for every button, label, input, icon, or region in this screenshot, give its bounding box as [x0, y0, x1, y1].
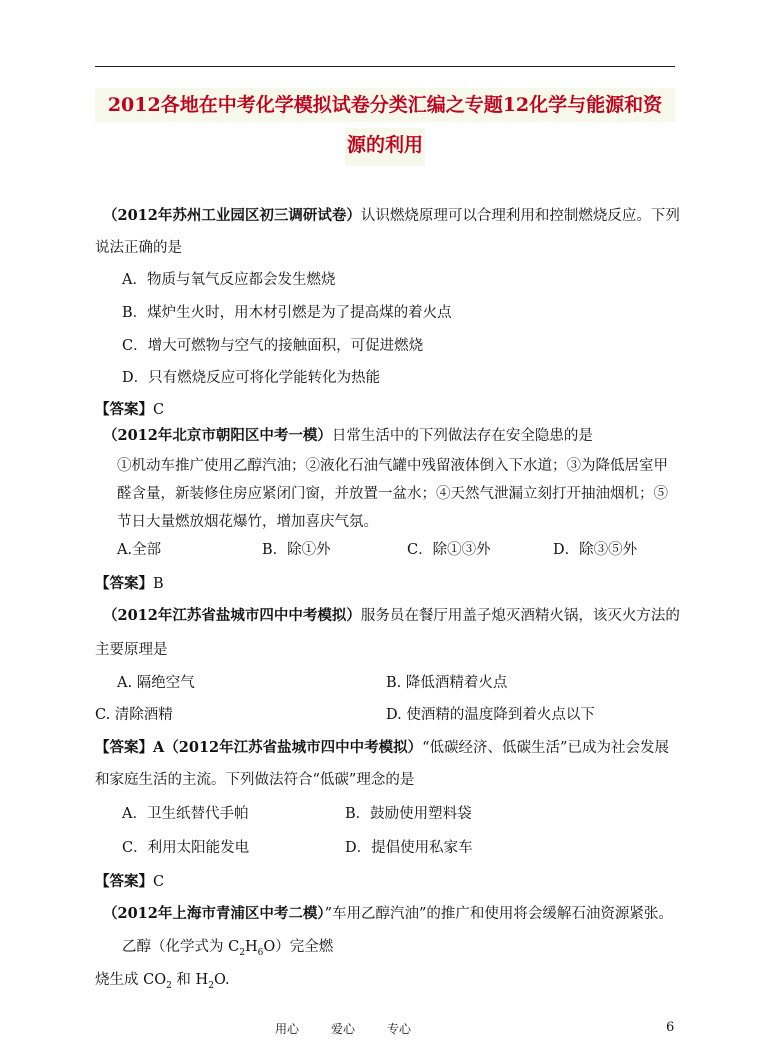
question-2-body-line: 醛含量，新装修住房应紧闭门窗，并放置一盆水；④天然气泄漏立刻打开抽油烟机；⑤ [117, 486, 668, 502]
question-3-answer: 【答案】A（2012年江苏省盐城市四中中考模拟）“低碳经济、低碳生活”已成为社会发展 [95, 739, 669, 756]
question-2-stem: （2012年北京市朝阳区中考一模）日常生活中的下列做法存在安全隐患的是 [103, 427, 593, 444]
document-title-continued: 源的利用 [345, 128, 425, 166]
question-4-answer: 【答案】C [95, 873, 165, 890]
question-1-source: （2012年苏州工业园区初三调研试卷） [103, 207, 361, 224]
page-number: 6 [666, 1020, 675, 1035]
question-3-source: （2012年江苏省盐城市四中中考模拟） [103, 607, 361, 624]
question-5-line-2: 乙醇（化学式为 $C_2H_6O$）完全燃 [122, 939, 334, 958]
question-1-stem: （2012年苏州工业园区初三调研试卷）认识燃烧原理可以合理利用和控制燃烧反应。下列 [103, 207, 680, 224]
question-4-option-a: A．卫生纸替代手帕 [122, 806, 249, 822]
question-1-option-a: A．物质与氧气反应都会发生燃烧 [122, 272, 336, 288]
footer-item: 爱心 [331, 1022, 356, 1036]
question-4-option-c: C．利用太阳能发电 [122, 840, 250, 856]
page-footer [275, 1020, 443, 1037]
question-2-option-a: A.全部 [117, 542, 162, 558]
document-title: 2012各地在中考化学模拟试卷分类汇编之专题12化学与能源和资 [95, 88, 675, 122]
question-3-option-c: C. 清除酒精 [95, 707, 173, 723]
question-3-option-d: D. 使酒精的温度降到着火点以下 [386, 707, 595, 723]
footer-item: 专心 [387, 1022, 412, 1036]
question-4-stem: “低碳经济、低碳生活”已成为社会发展 [422, 740, 669, 756]
question-1-option-d: D．只有燃烧反应可将化学能转化为热能 [122, 370, 381, 386]
question-5-line-3: 烧生成 $CO_2$ 和 $H_2O$. [95, 972, 230, 991]
question-5-source: （2012年上海市青浦区中考二模） [103, 905, 325, 922]
question-2-answer: 【答案】B [95, 575, 164, 592]
question-1-option-c: C．增大可燃物与空气的接触面积，可促进燃烧 [122, 338, 424, 354]
question-3-stem: （2012年江苏省盐城市四中中考模拟）服务员在餐厅用盖子熄灭酒精火锅，该灭火方法的 [103, 607, 680, 624]
question-4-option-d: D．提倡使用私家车 [345, 840, 473, 856]
question-4-option-b: B．鼓励使用塑料袋 [345, 806, 472, 822]
question-1-answer: 【答案】C [95, 401, 165, 418]
question-4-source: （2012年江苏省盐城市四中中考模拟） [164, 739, 423, 756]
question-2-source: （2012年北京市朝阳区中考一模） [103, 427, 332, 444]
question-2-option-c: C．除①③外 [407, 542, 491, 558]
question-4-stem-cont: 和家庭生活的主流。下列做法符合“低碳”理念的是 [95, 772, 415, 788]
question-2-body-line: ①机动车推广使用乙醇汽油；②液化石油气罐中残留液体倒入下水道；③为降低居室甲 [117, 458, 668, 474]
question-3-option-b: B. 降低酒精着火点 [386, 675, 508, 691]
question-1-option-b: B．煤炉生火时，用木材引燃是为了提高煤的着火点 [122, 305, 452, 321]
header-rule [95, 66, 675, 67]
question-1-stem-cont: 说法正确的是 [95, 240, 182, 256]
question-2-option-b: B．除①外 [262, 542, 331, 558]
question-5-stem: （2012年上海市青浦区中考二模）”车用乙醇汽油”的推广和使用将会缓解石油资源紧张。 [103, 905, 673, 922]
footer-item: 用心 [275, 1022, 300, 1036]
question-2-body-line: 节日大量燃放烟花爆竹，增加喜庆气氛。 [117, 514, 378, 530]
question-3-option-a: A. 隔绝空气 [117, 675, 195, 691]
question-3-stem-cont: 主要原理是 [95, 642, 168, 658]
question-2-option-d: D．除③⑤外 [553, 542, 638, 558]
